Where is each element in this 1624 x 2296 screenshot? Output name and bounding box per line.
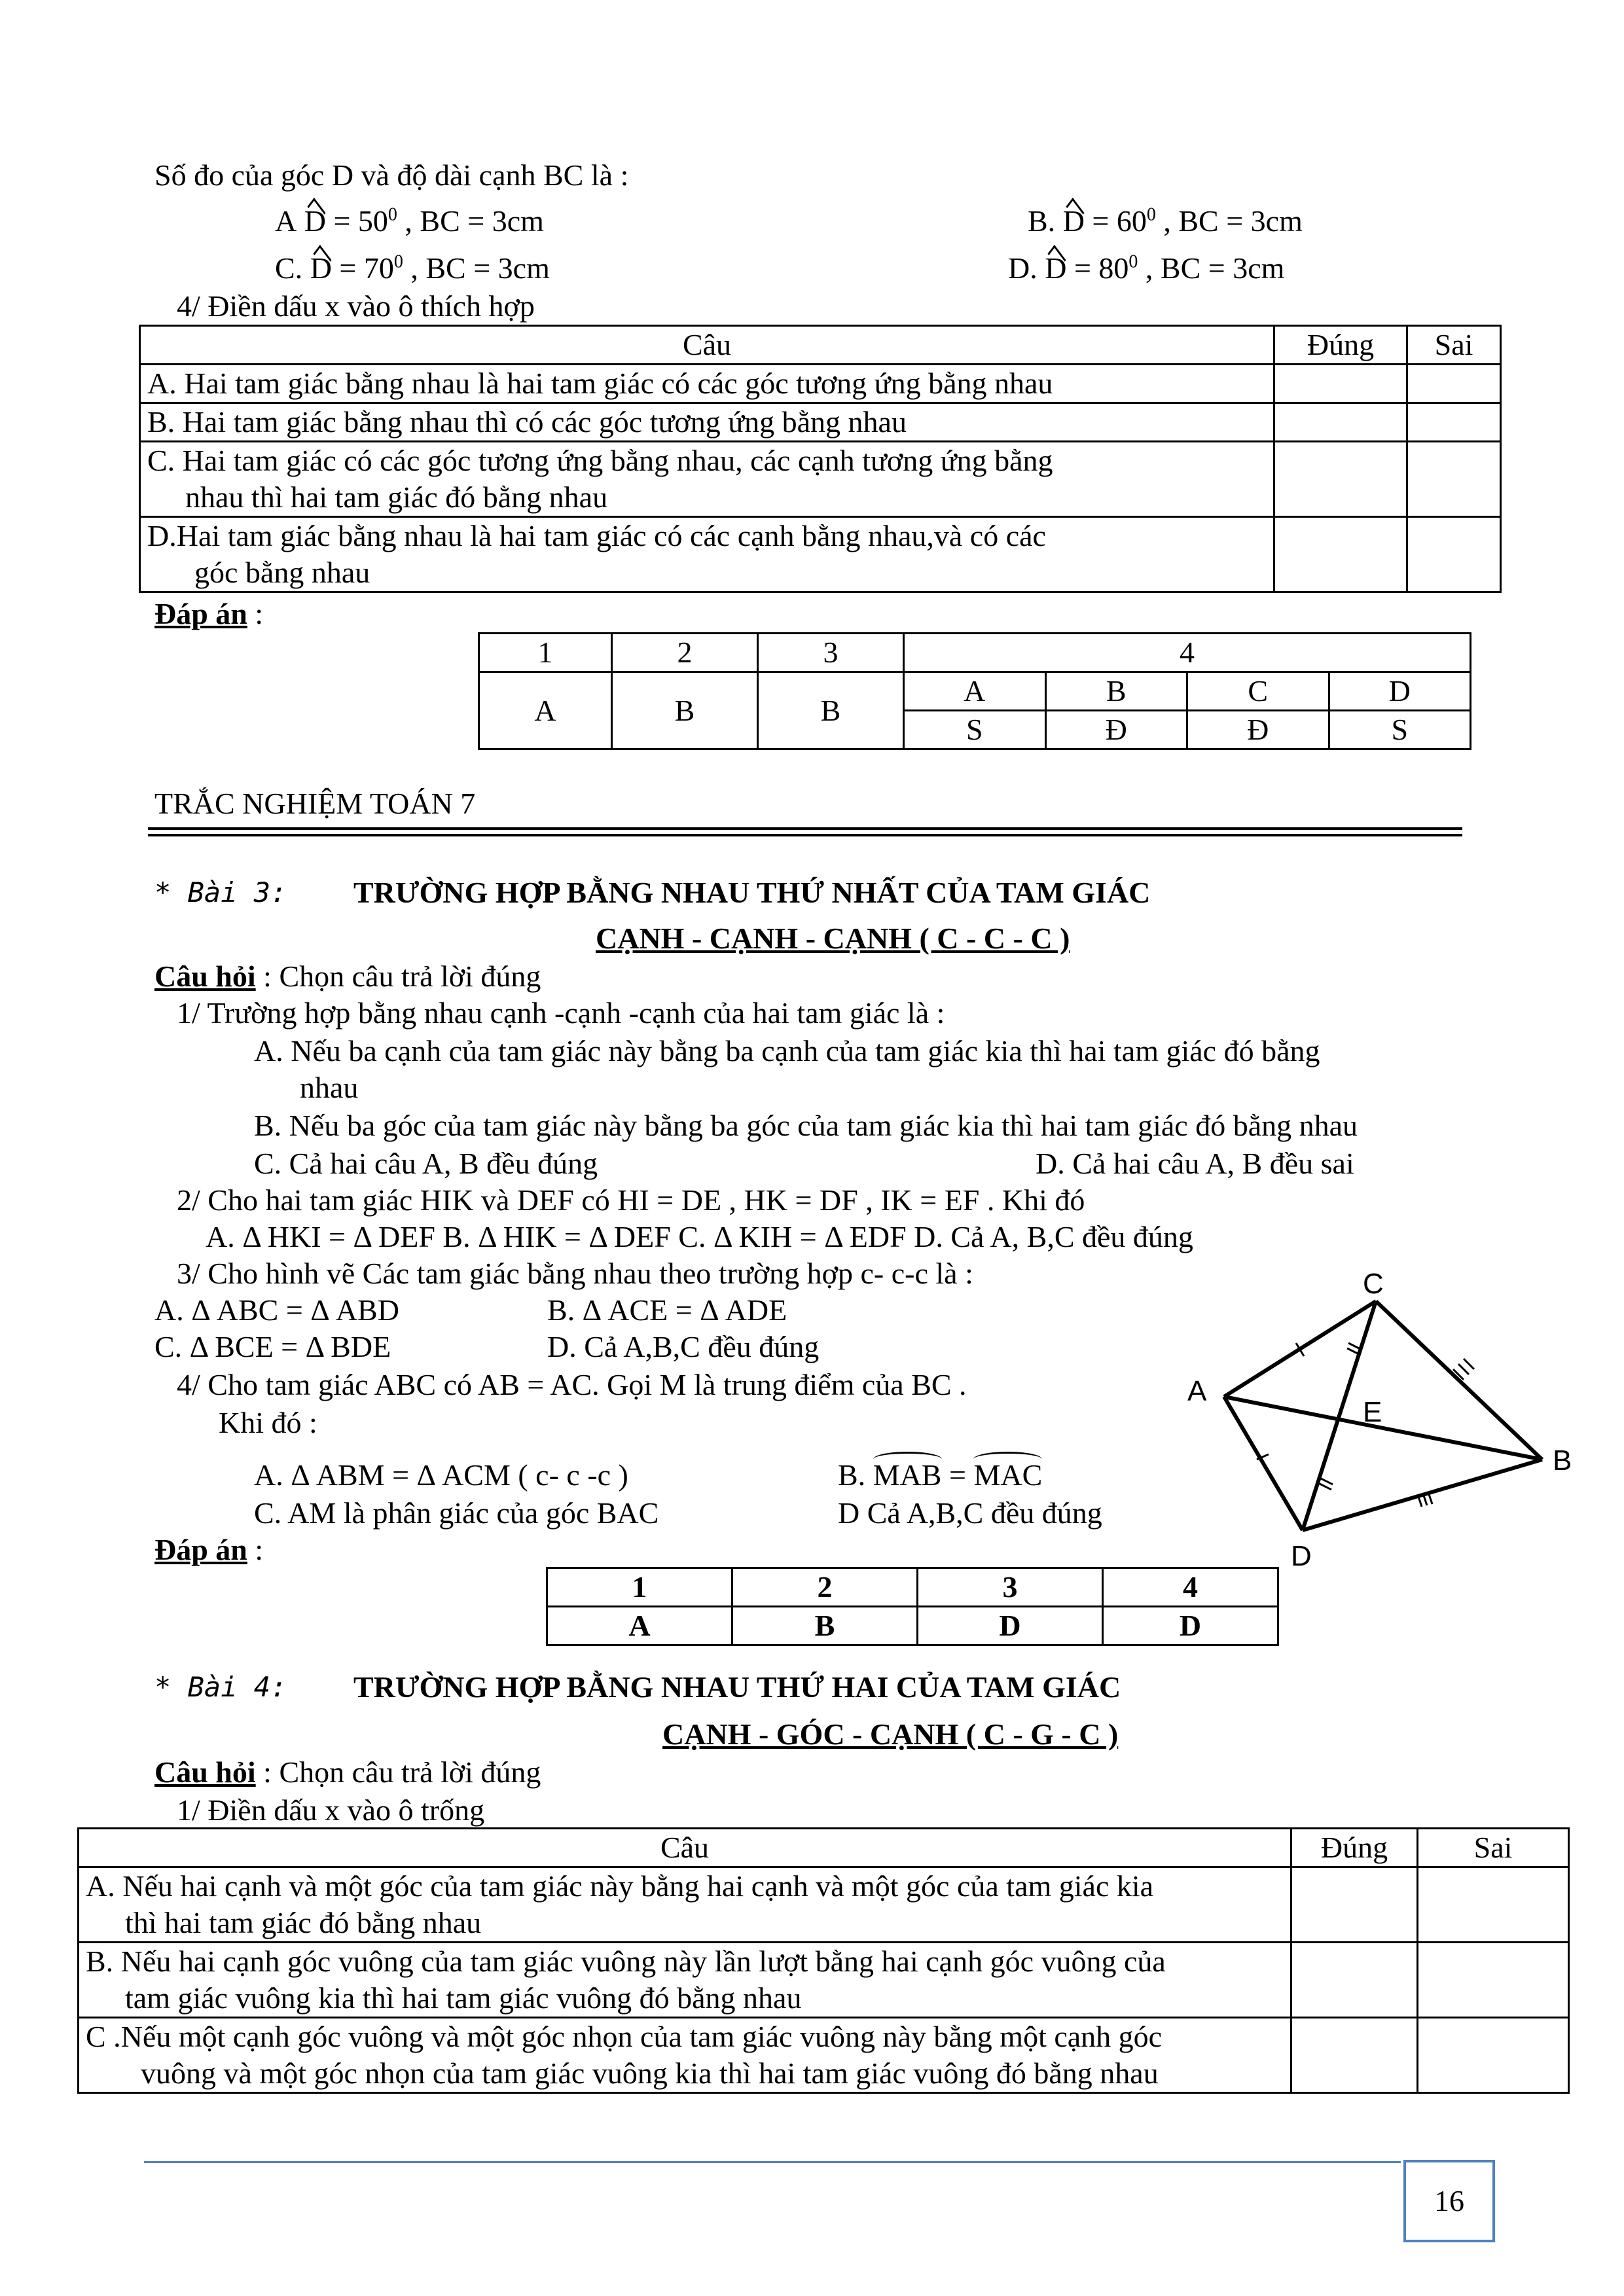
t2-checkbox-dung-b[interactable]: [1291, 1943, 1418, 2018]
bai3-q1-a: A. Nếu ba cạnh của tam giác này bằng ba cạnh của tam giác kia thì hai tam giác đó bằng: [254, 1034, 1320, 1067]
t2-header-cau: Câu: [79, 1829, 1291, 1867]
bai3-subtitle: CẠNH - CẠNH - CẠNH ( C - C - C ): [596, 922, 1070, 955]
bai3-q4-b: Khi đó :: [219, 1406, 317, 1439]
checkbox-dung-b[interactable]: [1274, 403, 1407, 442]
bai3-q3-a: A. Δ ABC = Δ ABD: [154, 1293, 399, 1327]
tick-cb-2: [1458, 1364, 1469, 1374]
statement-b: B. Hai tam giác bằng nhau thì có các góc tương ứng bằng nhau: [140, 403, 1274, 442]
q4-heading: 4/ Điền dấu x vào ô thích hợp: [177, 289, 535, 323]
checkbox-dung-d[interactable]: [1274, 517, 1407, 592]
bai3-ans-h3: 3: [918, 1568, 1103, 1607]
t2-checkbox-sai-a[interactable]: [1418, 1867, 1569, 1943]
bai3-ans-v2: B: [732, 1607, 918, 1645]
ans-sub-h-d: D: [1329, 672, 1471, 711]
edge-cb: [1376, 1301, 1542, 1460]
bai3-ans-h4: 4: [1103, 1568, 1278, 1607]
checkbox-sai-d[interactable]: [1407, 517, 1501, 592]
ans-sub-v-c: Đ: [1187, 711, 1329, 749]
ans-v2: B: [612, 672, 758, 749]
t2-checkbox-dung-a[interactable]: [1291, 1867, 1418, 1943]
bai3-q1: 1/ Trường hợp bằng nhau cạnh -cạnh -cạnh của hai tam giác là :: [177, 996, 945, 1030]
bai3-q3-b: B. Δ ACE = Δ ADE: [547, 1293, 787, 1327]
bai3-q2: 2/ Cho hai tam giác HIK và DEF có HI = DE , HK = DF , IK = EF . Khi đó: [177, 1183, 1085, 1217]
ans-sub-v-d: S: [1329, 711, 1471, 749]
statement-d: D.Hai tam giác bằng nhau là hai tam giác có các cạnh bằng nhau,và có các góc bằng nhau: [140, 517, 1274, 592]
checkbox-dung-c[interactable]: [1274, 442, 1407, 517]
bai3-q1-a-cont: nhau: [300, 1071, 359, 1104]
edge-ab: [1224, 1397, 1542, 1460]
bai3-q4: 4/ Cho tam giác ABC có AB = AC. Gọi M là trung điểm của BC .: [177, 1368, 967, 1401]
edge-da: [1224, 1397, 1303, 1530]
checkbox-sai-a[interactable]: [1407, 365, 1501, 403]
header-sai: Sai: [1407, 326, 1501, 365]
bai4-subtitle: CẠNH - GÓC - CẠNH ( C - G - C ): [662, 1717, 1119, 1751]
edge-bd: [1303, 1460, 1542, 1530]
tick-cb-3: [1464, 1359, 1474, 1369]
bai3-q1-c: C. Cả hai câu A, B đều đúng: [254, 1147, 598, 1180]
page-header: TRẮC NGHIỆM TOÁN 7: [154, 787, 476, 820]
bai3-q2-options: A. Δ HKI = Δ DEF B. Δ HIK = Δ DEF C. Δ KIH = Δ EDF D. Cả A, B,C đều đúng: [206, 1220, 1193, 1253]
t2-checkbox-sai-b[interactable]: [1418, 1943, 1569, 2018]
bai3-q3-c: C. Δ BCE = Δ BDE: [154, 1330, 391, 1363]
option-d: D. $D = 80^0$ , BC = 3cm: [1008, 250, 1284, 287]
option-b: B. $D = 60^0$ , BC = 3cm: [1028, 203, 1303, 240]
label-b: B: [1553, 1444, 1572, 1477]
bai3-q4-opt-c: C. AM là phân giác của góc BAC: [254, 1496, 659, 1530]
bai3-q1-b: B. Nếu ba góc của tam giác này bằng ba góc của tam giác kia thì hai tam giác đó bằng nhau: [254, 1109, 1358, 1142]
quadrilateral-figure: [1178, 1270, 1597, 1571]
header-rule-1: [148, 827, 1462, 830]
ans-h4: 4: [904, 634, 1471, 672]
bai3-ans-h1: 1: [547, 1568, 732, 1607]
option-c: C. $D = 70^0$ , BC = 3cm: [275, 250, 550, 287]
bai3-ans-h2: 2: [732, 1568, 918, 1607]
bai3-q1-d: D. Cả hai câu A, B đều sai: [1036, 1147, 1354, 1180]
ans-sub-h-c: C: [1187, 672, 1329, 711]
bai3-title: TRƯỜNG HỢP BẰNG NHAU THỨ NHẤT CỦA TAM GIÁC: [353, 876, 1151, 909]
bai4-label: * Bài 4:: [154, 1671, 287, 1703]
bai3-q4-opt-b: B. MAB = MAC: [838, 1457, 1042, 1494]
bai4-cau-hoi: Câu hỏi : Chọn câu trả lời đúng: [154, 1755, 541, 1789]
ans-v1: A: [479, 672, 612, 749]
bai3-q3: 3/ Cho hình vẽ Các tam giác bằng nhau theo trường hợp c- c-c là :: [177, 1257, 973, 1290]
statement-c: C. Hai tam giác có các góc tương ứng bằng nhau, các cạnh tương ứng bằng nhau thì hai tam giác đó bằng nhau: [140, 442, 1274, 517]
label-e: E: [1363, 1396, 1382, 1428]
bai3-ans-v1: A: [547, 1607, 732, 1645]
answer-label-top: Đáp án :: [154, 597, 264, 630]
bai3-ans-v3: D: [918, 1607, 1103, 1645]
bai4-title: TRƯỜNG HỢP BẰNG NHAU THỨ HAI CỦA TAM GIÁC: [353, 1670, 1121, 1704]
t2-header-dung: Đúng: [1291, 1829, 1418, 1867]
bai3-label: * Bài 3:: [154, 876, 287, 908]
label-c: C: [1363, 1270, 1384, 1300]
tick-ed-1: [1320, 1478, 1333, 1484]
t2-header-sai: Sai: [1418, 1829, 1569, 1867]
bai3-cau-hoi: Câu hỏi : Chọn câu trả lời đúng: [154, 960, 541, 993]
statement-a: A. Hai tam giác bằng nhau là hai tam giác có các góc tương ứng bằng nhau: [140, 365, 1274, 403]
footer-rule: [144, 2161, 1401, 2163]
true-false-table-2: [77, 1827, 1570, 2094]
label-a: A: [1187, 1375, 1207, 1407]
t2-statement-a: A. Nếu hai cạnh và một góc của tam giác này bằng hai cạnh và một góc của tam giác kia thì hai tam giác đó bằng nhau: [79, 1867, 1291, 1943]
ans-h1: 1: [479, 634, 612, 672]
header-cau: Câu: [140, 326, 1274, 365]
checkbox-sai-b[interactable]: [1407, 403, 1501, 442]
answer-table-top: [478, 632, 1471, 750]
t2-statement-c: C .Nếu một cạnh góc vuông và một góc nhọn của tam giác vuông này bằng một cạnh góc vuông và một góc nhọn của tam giác vuông kia thì hai tam giác vuông đó bằng nhau: [79, 2018, 1291, 2093]
question-line: Số đo của góc D và độ dài cạnh BC là :: [154, 158, 629, 192]
ans-sub-v-b: Đ: [1045, 711, 1187, 749]
header-rule-2: [148, 834, 1462, 836]
true-false-table-1: [139, 325, 1502, 593]
answer-table-bai3: [546, 1567, 1279, 1646]
checkbox-sai-c[interactable]: [1407, 442, 1501, 517]
ans-h3: 3: [758, 634, 904, 672]
option-a: A $D = 50^0$ , BC = 3cm: [275, 203, 544, 240]
ans-sub-h-b: B: [1045, 672, 1187, 711]
bai4-q1: 1/ Điền dấu x vào ô trống: [177, 1793, 485, 1827]
ans-h2: 2: [612, 634, 758, 672]
t2-checkbox-sai-c[interactable]: [1418, 2018, 1569, 2093]
checkbox-dung-a[interactable]: [1274, 365, 1407, 403]
header-dung: Đúng: [1274, 326, 1407, 365]
t2-checkbox-dung-c[interactable]: [1291, 2018, 1418, 2093]
ans-sub-h-a: A: [904, 672, 1046, 711]
bai3-q4-opt-d: D Cả A,B,C đều đúng: [838, 1496, 1102, 1530]
bai3-q3-d: D. Cả A,B,C đều đúng: [547, 1330, 820, 1363]
bai3-q4-opt-a: A. Δ ABM = Δ ACM ( c- c -c ): [254, 1458, 628, 1492]
label-d: D: [1291, 1540, 1312, 1571]
page-number: 16: [1403, 2160, 1495, 2242]
ans-sub-v-a: S: [904, 711, 1046, 749]
t2-statement-b: B. Nếu hai cạnh góc vuông của tam giác vuông này lần lượt bằng hai cạnh góc vuông của tam giác vuông kia thì hai tam giác vuông đó bằng nhau: [79, 1943, 1291, 2018]
answer-label-bai3: Đáp án :: [154, 1533, 264, 1566]
bai3-ans-v4: D: [1103, 1607, 1278, 1645]
ans-v3: B: [758, 672, 904, 749]
tick-ed-2: [1318, 1483, 1331, 1490]
